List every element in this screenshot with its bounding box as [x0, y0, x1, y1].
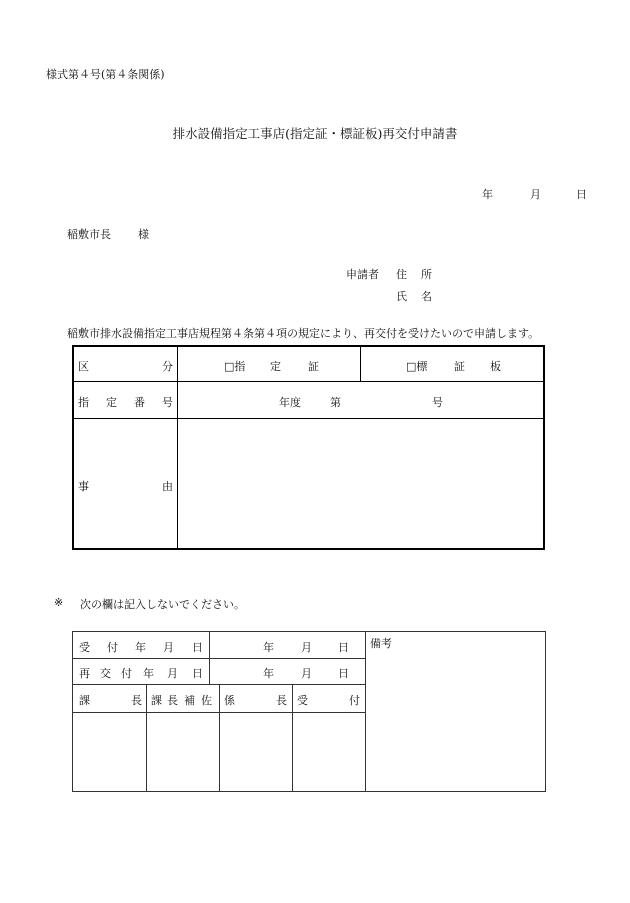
received-month: 月 — [301, 641, 312, 654]
application-statement: 稲敷市排水設備指定工事店規程第４条第４項の規定により、再交付を受けたいので申請します。 — [67, 327, 540, 340]
number-label-2: 定 — [106, 396, 117, 409]
received-label-5: 日 — [192, 641, 203, 654]
name-label-1: 氏 — [396, 290, 407, 303]
number-label-3: 番 — [134, 396, 145, 409]
option-certificate-2: 定 — [270, 360, 281, 373]
reissue-year: 年 — [263, 667, 274, 680]
approver-1-label-2: 長 — [131, 694, 142, 707]
reissue-label-5: 月 — [167, 667, 178, 680]
reissue-month: 月 — [301, 667, 312, 680]
note-text: 次の欄は記入しないでください。 — [80, 598, 245, 611]
number-value-dai: 第 — [330, 396, 341, 409]
received-label-1: 受 — [79, 641, 90, 654]
category-label-2: 分 — [162, 360, 173, 373]
reason-label-1: 事 — [78, 480, 89, 493]
approver-3-label-2: 長 — [276, 694, 287, 707]
number-label-4: 号 — [162, 396, 173, 409]
date-day-label: 日 — [576, 188, 587, 201]
remarks-label: 備考 — [370, 637, 392, 650]
address-label-2: 所 — [421, 268, 432, 281]
applicant-label: 申請者 — [346, 268, 379, 281]
reissue-label-6: 日 — [192, 667, 203, 680]
form-number: 様式第４号(第４条関係) — [46, 68, 165, 81]
approver-2-label-4: 佐 — [201, 694, 212, 707]
document-title: 排水設備指定工事店(指定証・標証板)再交付申請書 — [172, 126, 458, 141]
reason-field[interactable] — [178, 419, 543, 548]
reissue-label-1: 再 — [79, 667, 90, 680]
number-value-year: 年度 — [279, 396, 301, 409]
reissue-label-3: 付 — [121, 667, 132, 680]
option-plate-1: □標 — [406, 360, 428, 373]
option-plate-2: 証 — [454, 360, 465, 373]
approver-1-label-1: 課 — [79, 694, 90, 707]
approver-4-label-2: 付 — [349, 694, 360, 707]
reissue-label-4: 年 — [143, 667, 154, 680]
option-certificate-1: □指 — [224, 360, 246, 373]
reissue-label-2: 交 — [100, 667, 111, 680]
option-plate-3: 板 — [490, 360, 501, 373]
reason-label-2: 由 — [162, 480, 173, 493]
received-label-2: 付 — [107, 641, 118, 654]
reissue-day: 日 — [338, 667, 349, 680]
approver-2-label-3: 補 — [184, 694, 195, 707]
name-label-2: 名 — [421, 290, 432, 303]
received-year: 年 — [263, 641, 274, 654]
category-label-1: 区 — [78, 360, 89, 373]
office-use-table — [72, 631, 546, 792]
received-label-3: 年 — [135, 641, 146, 654]
addressee-honorific: 様 — [138, 228, 149, 241]
received-label-4: 月 — [163, 641, 174, 654]
approver-2-label-1: 課 — [151, 694, 162, 707]
note-mark: ※ — [54, 596, 64, 609]
address-label-1: 住 — [396, 268, 407, 281]
approver-3-label-1: 係 — [224, 694, 235, 707]
number-label-1: 指 — [78, 396, 89, 409]
received-day: 日 — [338, 641, 349, 654]
date-month-label: 月 — [530, 188, 541, 201]
number-value-go: 号 — [432, 396, 443, 409]
option-certificate-3: 証 — [308, 360, 319, 373]
addressee-name: 稲敷市長 — [67, 228, 111, 241]
date-year-label: 年 — [482, 188, 493, 201]
application-table — [72, 345, 545, 550]
approver-4-label-1: 受 — [297, 694, 308, 707]
approver-2-label-2: 長 — [167, 694, 178, 707]
